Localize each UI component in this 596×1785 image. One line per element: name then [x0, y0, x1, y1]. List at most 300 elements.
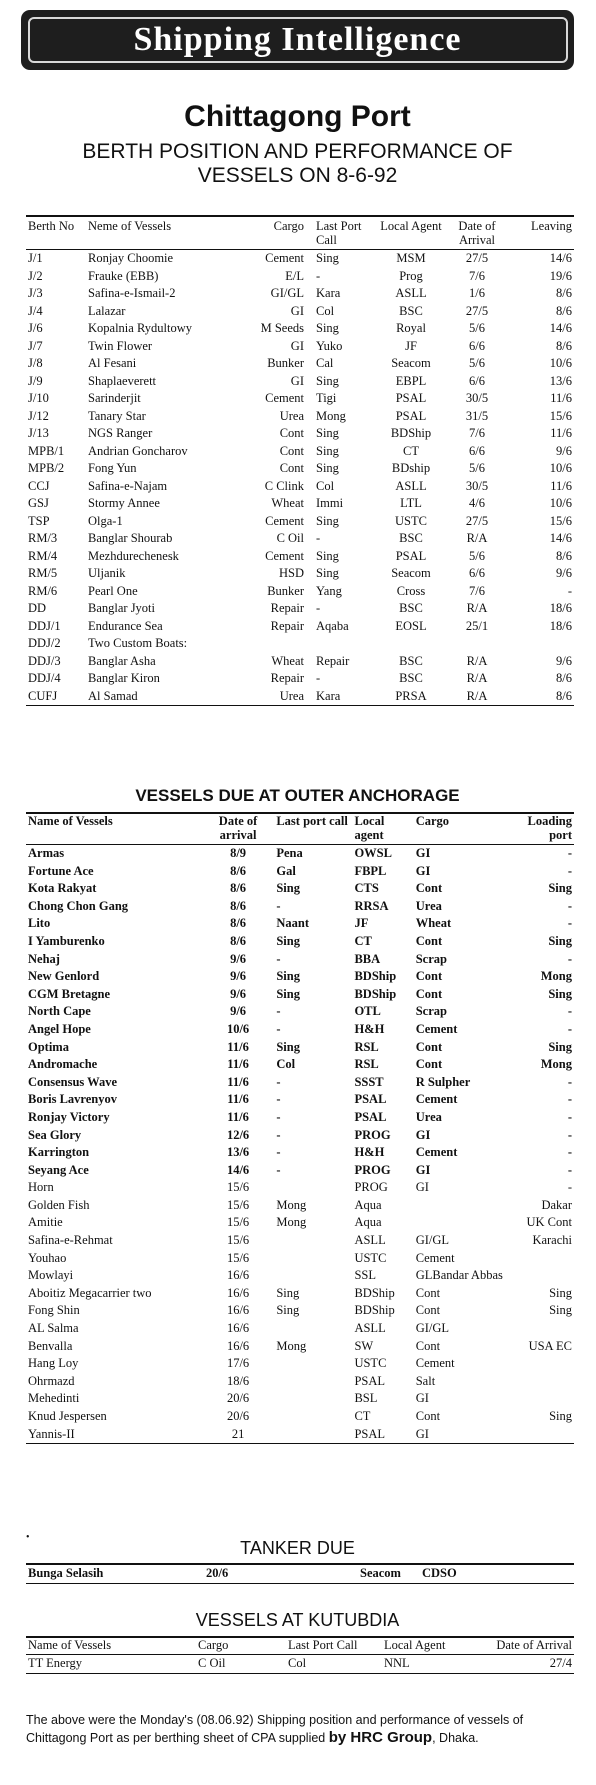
table-row — [26, 373, 574, 391]
last-port-cell: Sing — [316, 443, 339, 458]
loading-port-cell — [505, 1426, 574, 1444]
berth-no-cell: RM/5 — [28, 566, 58, 580]
cargo-cell: R Sulpher — [415, 1074, 471, 1089]
cargo-cell: GI — [415, 846, 431, 860]
loading-port-cell: Sing — [549, 1303, 572, 1318]
local-agent-cell: LTL — [400, 496, 422, 510]
loading-port-cell: USA EC — [528, 1338, 572, 1353]
cargo-cell: Cement — [265, 391, 304, 405]
last-port-cell: - — [316, 671, 321, 685]
arrival-cell: 17/6 — [226, 1356, 250, 1371]
vessel-name-cell: Twin Flower — [88, 338, 153, 353]
outer-anchorage-table — [26, 812, 574, 1444]
cargo-cell: E/L — [285, 268, 304, 283]
vessel-name-cell: Knud Jespersen — [28, 1409, 107, 1423]
cargo-cell: Wheat — [271, 496, 304, 510]
cargo-cell: GI — [290, 373, 304, 388]
berth-table-body — [26, 250, 574, 706]
col-cargo: Cargo — [196, 1637, 286, 1655]
arrival-cell: 30/5 — [465, 478, 489, 493]
last-port-cell: Sing — [316, 251, 339, 265]
arrival-cell: 27/5 — [465, 303, 489, 318]
loading-port-cell: Karachi — [532, 1233, 572, 1248]
cargo-cell: Wheat — [415, 916, 452, 931]
local-agent-cell: Seacom — [391, 356, 431, 370]
cargo-cell: GI — [415, 863, 431, 878]
cargo-cell: Cont — [415, 1285, 441, 1300]
leaving-cell: 13/6 — [549, 373, 572, 388]
table-row — [26, 583, 574, 601]
vessel-name-cell: Armas — [28, 846, 65, 860]
cargo-cell: Cement — [415, 1092, 458, 1107]
last-port-cell — [274, 1390, 352, 1408]
last-port-cell: Sing — [316, 426, 339, 440]
arrival-cell: 6/6 — [469, 566, 485, 580]
table-row — [26, 390, 574, 408]
berth-no-cell: J/1 — [28, 251, 43, 265]
cargo-cell: GI — [415, 1426, 429, 1441]
local-agent-cell: CT — [354, 933, 372, 948]
berth-no-cell: DDJ/1 — [28, 618, 61, 633]
local-agent-cell: USTC — [395, 513, 427, 528]
loading-port-cell: - — [567, 1021, 572, 1036]
local-agent-cell: Aqua — [354, 1197, 382, 1212]
local-agent-cell: FBPL — [354, 863, 387, 878]
last-port-cell: - — [276, 898, 281, 913]
arrival-cell: 8/6 — [230, 881, 247, 896]
loading-port-cell — [505, 1390, 574, 1408]
arrival-cell: 20/6 — [226, 1409, 250, 1423]
table-row — [26, 600, 574, 618]
loading-port-cell: Sing — [549, 1409, 572, 1423]
ink-dot: • — [26, 1532, 30, 1543]
arrival-cell: 27/5 — [465, 513, 489, 528]
cargo-cell: Bunker — [267, 356, 304, 370]
leaving-cell: 8/6 — [556, 548, 572, 563]
local-agent-cell: PSAL — [354, 1373, 386, 1388]
table-row — [26, 355, 574, 373]
arrival-cell: 11/6 — [227, 1039, 249, 1054]
vessel-name-cell: Frauke (EBB) — [88, 268, 159, 283]
cargo-cell: C Oil — [276, 531, 304, 545]
berth-no-cell: GSJ — [28, 496, 49, 510]
vessel-name-cell: North Cape — [28, 1004, 91, 1019]
cargo-cell: Cont — [415, 969, 443, 984]
table-row — [26, 845, 574, 863]
leaving-cell: 10/6 — [549, 356, 572, 370]
local-agent-cell: Seacom — [360, 1566, 401, 1580]
anchorage-table-header — [26, 813, 574, 845]
local-agent-cell: Cross — [396, 583, 426, 598]
loading-port-cell: - — [567, 863, 572, 878]
table-row — [26, 1232, 574, 1250]
loading-port-cell — [504, 1564, 574, 1583]
table-row — [26, 1250, 574, 1268]
leaving-cell: 10/6 — [549, 496, 572, 510]
cargo-cell: Cont — [279, 443, 304, 458]
table-row — [26, 285, 574, 303]
cargo-cell: Urea — [415, 1109, 442, 1124]
local-agent-cell: BSC — [399, 671, 423, 685]
table-row — [26, 1338, 574, 1356]
cargo-cell: Cement — [415, 1145, 458, 1160]
tanker-due-title: TANKER DUE — [240, 1538, 355, 1558]
last-port-cell: Col — [316, 303, 335, 318]
cargo-cell: Wheat — [271, 653, 304, 668]
vessel-name-cell: Tanary Star — [88, 408, 146, 423]
cargo-cell: Cont — [415, 1409, 441, 1423]
table-row — [26, 933, 574, 951]
vessel-name-cell: Olga-1 — [88, 513, 123, 528]
local-agent-cell: BDship — [391, 461, 431, 475]
last-port-cell: Sing — [276, 1303, 300, 1318]
cargo-cell: GI — [415, 1127, 431, 1142]
last-port-cell — [274, 1232, 352, 1250]
vessel-name-cell: Fong Yun — [88, 461, 137, 475]
local-agent-cell: PROG — [354, 1162, 391, 1177]
table-row — [26, 268, 574, 286]
local-agent-cell: RRSA — [354, 898, 389, 913]
local-agent-cell: PSAL — [395, 391, 427, 405]
last-port-cell: Tigi — [316, 391, 337, 405]
last-port-cell: Col — [288, 1656, 307, 1670]
leaving-cell: 8/6 — [556, 303, 572, 318]
col-last-port: Last Port Call — [286, 1637, 382, 1655]
cargo-cell: Cont — [279, 461, 304, 475]
arrival-cell: R/A — [466, 531, 488, 545]
arrival-cell: 8/9 — [230, 846, 247, 860]
local-agent-cell: BDShip — [354, 986, 397, 1001]
local-agent-cell: SSL — [354, 1268, 376, 1283]
berth-no-cell: DDJ/2 — [28, 636, 61, 650]
local-agent-cell: MSM — [396, 251, 426, 265]
local-agent-cell: PSAL — [354, 1109, 387, 1124]
cargo-cell: Urea — [415, 898, 442, 913]
last-port-cell: Immi — [316, 496, 344, 510]
arrival-cell: 15/6 — [226, 1215, 250, 1230]
table-row — [26, 303, 574, 321]
leaving-cell: 15/6 — [549, 408, 572, 423]
vessel-name-cell: Safina-e-Ismail-2 — [88, 286, 176, 300]
local-agent-cell: BSC — [399, 601, 423, 615]
last-port-cell: - — [316, 531, 321, 545]
vessel-name-cell: Kopalnia Rydultowy — [88, 321, 193, 335]
vessel-name-cell: Karrington — [28, 1145, 90, 1160]
arrival-cell: 27/4 — [549, 1656, 572, 1670]
local-agent-cell: PSAL — [395, 408, 427, 423]
cargo-cell: GLBandar Abbas — [415, 1268, 503, 1283]
vessel-name-cell: Banglar Jyoti — [88, 601, 156, 615]
local-agent-cell: H&H — [354, 1145, 385, 1160]
local-agent-cell: ASLL — [354, 1233, 386, 1248]
col-last-port: Last port call — [274, 813, 352, 845]
cargo-cell: Urea — [279, 688, 304, 703]
berth-no-cell: DDJ/4 — [28, 671, 61, 685]
vessel-name-cell: Safina-e-Rehmat — [28, 1233, 113, 1248]
table-row — [26, 670, 574, 688]
vessel-name-cell: Yannis-II — [28, 1426, 75, 1441]
cargo-cell: Cement — [265, 513, 304, 528]
last-port-cell: - — [276, 1004, 281, 1019]
loading-port-cell: Mong — [540, 1057, 572, 1072]
port-title: Chittagong Port — [184, 100, 411, 133]
local-agent-cell: CT — [403, 443, 419, 458]
vessel-name-cell: Al Fesani — [88, 356, 137, 370]
last-port-cell — [314, 635, 376, 653]
vessel-name-cell: Lalazar — [88, 303, 126, 318]
last-port-cell — [274, 1355, 352, 1373]
vessel-name-cell: AL Salma — [28, 1321, 79, 1336]
table-row — [26, 513, 574, 531]
table-row — [26, 1564, 574, 1583]
table-row — [26, 1408, 574, 1426]
local-agent-cell: BDShip — [390, 426, 432, 440]
masthead-title: Shipping Intelligence — [133, 21, 462, 58]
arrival-cell: 9/6 — [230, 1004, 247, 1019]
arrival-cell: 8/6 — [230, 898, 247, 913]
local-agent-cell: PSAL — [395, 548, 427, 563]
last-port-cell: Yang — [316, 583, 342, 598]
table-row — [26, 1655, 574, 1674]
last-port-cell: - — [276, 1162, 281, 1177]
loading-port-cell: Sing — [548, 881, 572, 896]
arrival-cell: 27/5 — [465, 251, 489, 265]
loading-port-cell: - — [567, 1004, 572, 1019]
berth-no-cell: J/6 — [28, 321, 43, 335]
local-agent-cell: SW — [354, 1338, 374, 1353]
berth-no-cell: J/7 — [28, 338, 43, 353]
table-row — [26, 1390, 574, 1408]
cargo-cell: GI — [415, 1391, 429, 1406]
berth-no-cell: J/10 — [28, 391, 49, 405]
cargo-cell: GI/GL — [270, 286, 304, 300]
arrival-cell: 11/6 — [227, 1057, 249, 1072]
leaving-cell: 8/6 — [556, 338, 572, 353]
cargo-cell: GI/GL — [415, 1233, 450, 1248]
vessel-name-cell: Fortune Ace — [28, 863, 94, 878]
loading-port-cell: Dakar — [541, 1197, 572, 1212]
vessel-name-cell: Two Custom Boats: — [88, 636, 188, 650]
col-arrival: Date of arrival — [202, 813, 275, 845]
arrival-cell: 21 — [231, 1426, 245, 1441]
leaving-cell: 11/6 — [550, 391, 572, 405]
last-port-cell — [274, 1408, 352, 1426]
vessel-name-cell: Banglar Shourab — [88, 531, 173, 545]
col-local-agent: Local Agent — [382, 1637, 492, 1655]
arrival-cell: 20/6 — [226, 1391, 250, 1406]
cargo-cell: Scrap — [415, 1004, 447, 1019]
last-port-cell: Repair — [316, 653, 350, 668]
cargo-cell: GI — [415, 1162, 431, 1177]
local-agent-cell: OWSL — [354, 846, 392, 860]
vessel-name-cell: Horn — [28, 1180, 54, 1195]
berth-no-cell: DDJ/3 — [28, 653, 61, 668]
local-agent-cell: CTS — [354, 881, 379, 896]
leaving-cell — [508, 635, 574, 653]
table-row — [26, 408, 574, 426]
loading-port-cell: - — [567, 1180, 572, 1195]
table-row — [26, 688, 574, 706]
table-row — [26, 460, 574, 478]
table-row — [26, 1127, 574, 1145]
leaving-cell: 9/6 — [556, 443, 572, 458]
local-agent-cell: PROG — [354, 1127, 391, 1142]
table-row — [26, 1162, 574, 1180]
vessel-name-cell: Benvalla — [28, 1338, 73, 1353]
cargo-cell: Repair — [270, 618, 304, 633]
col-leaving: Leaving — [508, 216, 574, 250]
vessel-name-cell: Safina-e-Najam — [88, 478, 168, 493]
last-port-cell: Cal — [316, 356, 334, 370]
arrival-cell: 30/5 — [465, 391, 489, 405]
vessel-name-cell: Al Samad — [88, 688, 138, 703]
berth-no-cell: J/2 — [28, 268, 43, 283]
local-agent-cell: Aqua — [354, 1215, 382, 1230]
last-port-cell: - — [316, 268, 321, 283]
loading-port-cell: - — [567, 1109, 572, 1124]
vessel-name-cell: Bunga Selasih — [28, 1566, 104, 1580]
last-port-cell: Kara — [316, 286, 341, 300]
cargo-cell: Urea — [279, 408, 304, 423]
last-port-cell: Sing — [316, 513, 339, 528]
vessel-name-cell: Ohrmazd — [28, 1373, 75, 1388]
last-port-cell: Sing — [316, 321, 339, 335]
local-agent-cell: USTC — [354, 1250, 387, 1265]
tanker-table-body — [26, 1564, 574, 1583]
vessel-name-cell: Aboitiz Megacarrier two — [28, 1285, 152, 1300]
vessel-name-cell: TT Energy — [28, 1656, 83, 1670]
last-port-cell: Aqaba — [316, 618, 349, 633]
last-port-cell — [274, 1267, 352, 1285]
vessel-name-cell: Endurance Sea — [88, 618, 163, 633]
local-agent-cell: EOSL — [395, 618, 427, 633]
local-agent-cell: RSL — [354, 1039, 379, 1054]
table-row — [26, 1302, 574, 1320]
table-row — [26, 653, 574, 671]
last-port-cell: - — [276, 1109, 281, 1124]
arrival-cell: 16/6 — [226, 1303, 250, 1318]
table-row — [26, 250, 574, 268]
arrival-cell: 8/6 — [230, 933, 247, 948]
last-port-cell: Sing — [316, 461, 339, 475]
arrival-cell: R/A — [466, 653, 488, 668]
last-port-cell: - — [316, 601, 321, 615]
outer-anchorage-title: VESSELS DUE AT OUTER ANCHORAGE — [135, 786, 460, 805]
last-port-cell: Sing — [316, 566, 339, 580]
local-agent-cell: JF — [405, 338, 417, 353]
arrival-cell: 9/6 — [230, 986, 247, 1001]
local-agent-cell: Royal — [396, 321, 426, 335]
loading-port-cell: Sing — [549, 1285, 572, 1300]
leaving-cell: 19/6 — [549, 268, 572, 283]
vessel-name-cell: Amitie — [28, 1215, 63, 1230]
loading-port-cell — [505, 1373, 574, 1391]
table-row — [26, 1003, 574, 1021]
local-agent-cell: BSC — [399, 303, 423, 318]
vessel-name-cell: Hang Loy — [28, 1356, 79, 1371]
arrival-cell: 9/6 — [230, 969, 247, 984]
col-loading-port: Loading port — [505, 813, 574, 845]
table-row — [26, 915, 574, 933]
arrival-cell: 13/6 — [226, 1145, 250, 1160]
cargo-cell — [414, 1214, 505, 1232]
last-port-cell: - — [276, 951, 281, 966]
loading-port-cell: - — [567, 846, 572, 860]
vessel-name-cell: Fong Shin — [28, 1303, 80, 1318]
cargo-cell: Cont — [415, 1303, 441, 1318]
table-row — [26, 1039, 574, 1057]
table-row — [26, 443, 574, 461]
vessel-name-cell: Nehaj — [28, 951, 60, 966]
local-agent-cell: SSST — [354, 1074, 384, 1089]
local-agent-cell: ASLL — [395, 286, 427, 300]
last-port-cell: Pena — [276, 846, 303, 860]
vessel-name-cell: Ronjay Victory — [28, 1109, 110, 1124]
vessel-name-cell: Chong Chon Gang — [28, 898, 129, 913]
leaving-cell: 18/6 — [549, 618, 572, 633]
arrival-cell: 10/6 — [226, 1021, 250, 1036]
arrival-cell: 6/6 — [469, 338, 485, 353]
cargo-cell: Cont — [415, 881, 443, 896]
subtitle-line-1: BERTH POSITION AND PERFORMANCE OF — [82, 140, 513, 163]
cargo-cell: GI — [290, 338, 304, 353]
footer-text: The above were the Monday's (08.06.92) Shipping position and performance of vessels of Chittagong Port as per berthing sheet of CPA supplied — [26, 1713, 524, 1745]
vessel-name-cell: Andrian Goncharov — [88, 443, 188, 458]
table-row — [26, 1021, 574, 1039]
arrival-cell: 20/6 — [206, 1566, 229, 1580]
last-port-cell: Gal — [276, 863, 296, 878]
arrival-cell: 16/6 — [226, 1285, 250, 1300]
arrival-cell: 15/6 — [226, 1233, 250, 1248]
table-row — [26, 1144, 574, 1162]
last-port-cell: - — [276, 1092, 281, 1107]
cargo-cell: GI — [290, 303, 304, 318]
vessel-name-cell: Youhao — [28, 1250, 67, 1265]
berth-no-cell: J/8 — [28, 356, 43, 370]
cargo-cell: Cont — [415, 1039, 443, 1054]
local-agent-cell: Prog — [399, 268, 423, 283]
last-port-cell: Col — [276, 1057, 296, 1072]
cargo-cell: Cement — [415, 1021, 458, 1036]
table-row — [26, 863, 574, 881]
table-row — [26, 968, 574, 986]
vessel-name-cell: Angel Hope — [28, 1021, 91, 1036]
loading-port-cell: - — [567, 951, 572, 966]
cargo-cell: Cement — [265, 251, 304, 265]
leaving-cell: 11/6 — [550, 478, 572, 493]
berth-no-cell: TSP — [28, 513, 50, 528]
table-row — [26, 898, 574, 916]
loading-port-cell: - — [567, 1074, 572, 1089]
local-agent-cell: Seacom — [391, 566, 431, 580]
loading-port-cell: - — [567, 898, 572, 913]
arrival-cell: 18/6 — [226, 1373, 250, 1388]
berth-no-cell: J/12 — [28, 408, 49, 423]
cargo-cell: Salt — [415, 1373, 436, 1388]
subtitle-line-2: VESSELS ON 8-6-92 — [197, 164, 398, 187]
local-agent-cell: BDShip — [354, 1303, 395, 1318]
arrival-cell: 7/6 — [469, 426, 485, 440]
col-cargo: Cargo — [414, 813, 505, 845]
last-port-cell: Sing — [276, 986, 300, 1001]
table-row — [26, 1109, 574, 1127]
loading-port-cell: Sing — [548, 933, 572, 948]
vessel-name-cell: Uljanik — [88, 566, 126, 580]
leaving-cell: 8/6 — [556, 286, 572, 300]
arrival-cell: 15/6 — [226, 1250, 250, 1265]
vessel-name-cell: Pearl One — [88, 583, 138, 598]
local-agent-cell: H&H — [354, 1021, 385, 1036]
